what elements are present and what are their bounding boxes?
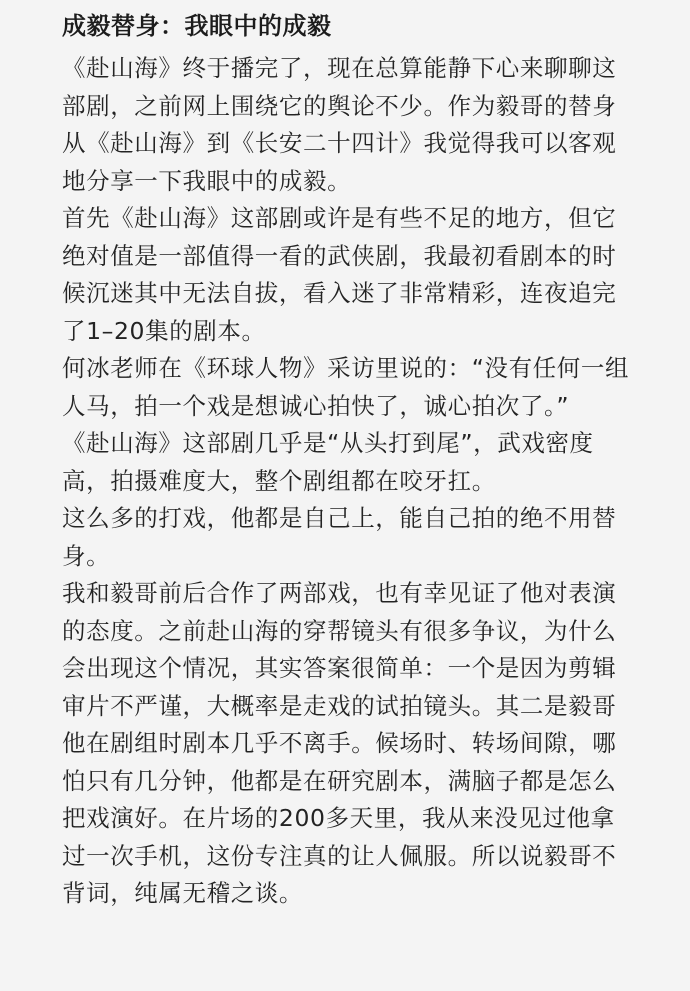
paragraph-action-density: 《赴山海》这部剧几乎是“从头打到尾”，武戏密度高，拍摄难度大，整个剧组都在咬牙扛。 [62,429,594,495]
paragraph-no-double: 这么多的打戏，他都是自己上，能自己拍的绝不用替身。 [62,504,617,570]
paragraph-collaboration: 我和毅哥前后合作了两部戏，也有幸见证了他对表演的态度。之前赴山海的穿帮镜头有很多争议，为什么会出现这个情况，其实答案很简单：一个是因为剪辑审片不严谨，大概率是走戏的试拍镜头。其二是毅哥他在剧组时剧本几乎不离手。候场时、转场间隙，哪怕只有几分钟，他都是在研究剧本，满脑子都是怎么把戏演好。在片场的200多天里，我从来没见过他拿过一次手机，这份专注真的让人佩服。所以说毅哥不背词，纯属无稽之谈。 [62,579,617,907]
paragraph-script-review: 首先《赴山海》这部剧或许是有些不足的地方，但它绝对值是一部值得一看的武侠剧，我最初看剧本的时候沉迷其中无法自拔，看入迷了非常精彩，连夜追完了1–20集的剧本。 [62,204,617,345]
paragraph-intro: 《赴山海》终于播完了，现在总算能静下心来聊聊这部剧，之前网上围绕它的舆论不少。作为毅哥的替身从《赴山海》到《长安二十四计》我觉得我可以客观地分享一下我眼中的成毅。 [62,54,617,195]
article-title: 成毅替身：我眼中的成毅 [62,12,332,40]
paragraph-quote: 何冰老师在《环球人物》采访里说的：“没有任何一组人马，拍一个戏是想诚心拍快了，诚心拍次了。” [62,354,630,420]
